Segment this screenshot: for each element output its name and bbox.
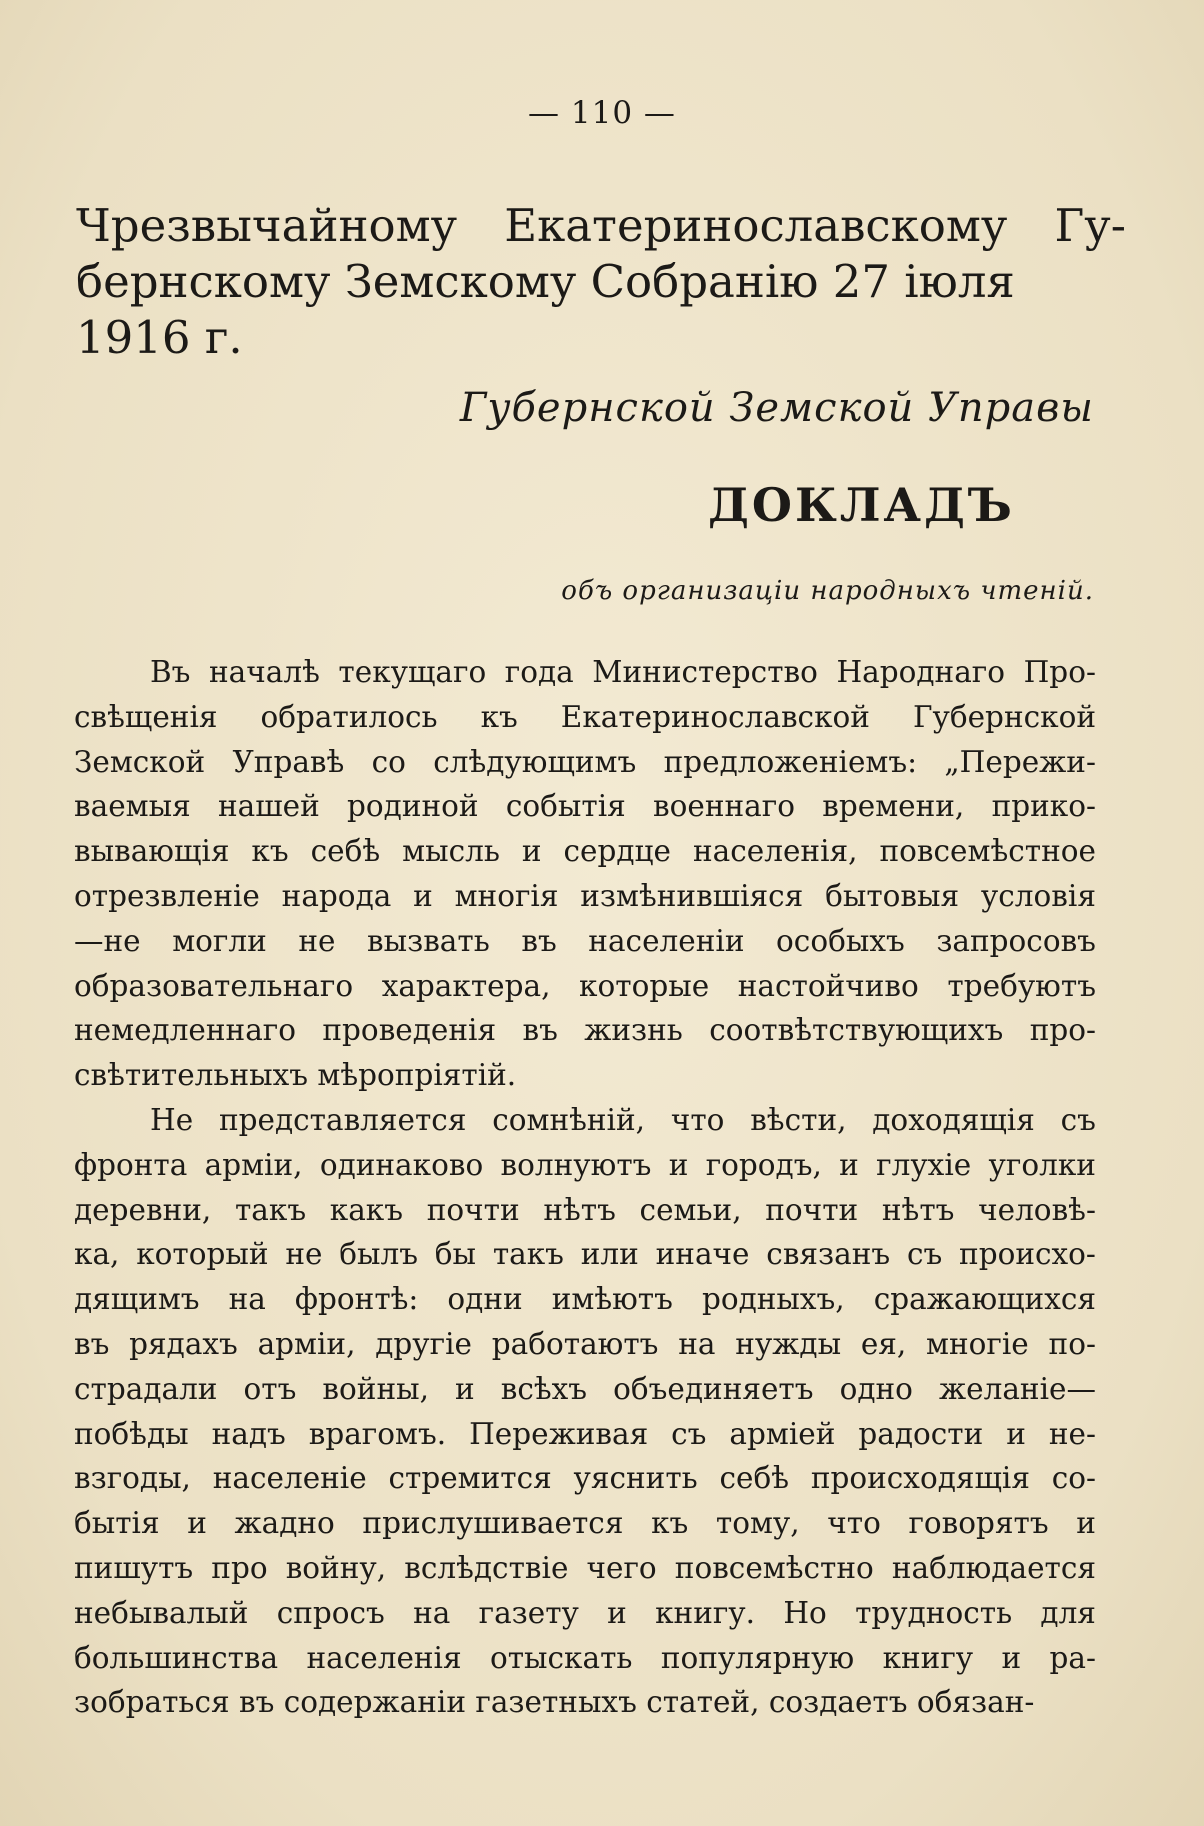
text-line: большинства населенія отыскать популярную книгу и ра- <box>74 1640 1096 1675</box>
text-line: зобраться въ содержаніи газетныхъ статей, создаетъ обязан- <box>74 1685 1035 1720</box>
text-line: въ рядахъ арміи, другіе работаютъ на нужды ея, многіе по- <box>74 1326 1096 1361</box>
text-line: побѣды надъ врагомъ. Переживая съ арміей радости и не- <box>74 1416 1096 1451</box>
text-line: взгоды, населеніе стремится уяснить себѣ происходящія со- <box>74 1461 1096 1496</box>
paragraph <box>74 1098 1096 1725</box>
text-line: Въ началѣ текущаго года Министерство Народнаго Про- <box>150 655 1096 689</box>
body-text <box>74 650 1096 1725</box>
page-number: — 110 — <box>528 95 676 131</box>
text-line: свѣтительныхъ мѣропріятій. <box>74 1058 517 1093</box>
text-line: фронта арміи, одинаково волнуютъ и городъ, и глухіе уголки <box>74 1147 1096 1182</box>
text-line: Земской Управѣ со слѣдующимъ предложеніемъ: „Пережи- <box>74 744 1096 779</box>
text-line: вывающія къ себѣ мысль и сердце населенія, повсемѣстное <box>74 834 1096 869</box>
text-line: немедленнаго проведенія въ жизнь соотвѣтствующихъ про- <box>74 1013 1096 1048</box>
text-line: ка, который не былъ бы такъ или иначе связанъ съ происхо- <box>74 1237 1096 1272</box>
text-line: образовательнаго характера, которые настойчиво требуютъ <box>74 968 1096 1003</box>
text-line: ваемыя нашей родиной событія военнаго времени, прико- <box>74 789 1096 824</box>
text-line: деревни, такъ какъ почти нѣтъ семьи, почти нѣтъ человѣ- <box>74 1192 1096 1227</box>
text-line: Не представляется сомнѣній, что вѣсти, доходящія съ <box>150 1102 1096 1137</box>
title-word: Екатеринославскому <box>504 199 1008 252</box>
text-line: —не могли не вызвать въ населеніи особыхъ запросовъ <box>74 923 1096 958</box>
report-heading: ДОКЛАДЪ <box>708 478 1015 532</box>
title-line-2: бернскому Земскому Собранію 27 іюля 1916 г. <box>76 255 1015 364</box>
title-word: Гу- <box>1054 199 1126 252</box>
text-line: небывалый спросъ на газету и книгу. Но трудность для <box>74 1595 1096 1630</box>
report-subject: объ организаціи народныхъ чтеній. <box>561 576 1094 606</box>
title-word: Чрезвычайному <box>76 199 458 252</box>
document-title <box>76 198 1126 366</box>
text-line: пишутъ про войну, вслѣдствіе чего повсемѣстно наблюдается <box>74 1550 1096 1585</box>
issuer-subtitle: Губернской Земской Управы <box>459 385 1094 431</box>
paragraph <box>74 650 1096 1098</box>
text-line: бытія и жадно прислушивается къ тому, что говорятъ и <box>74 1506 1096 1541</box>
text-line: свѣщенія обратилось къ Екатеринославской Губернской <box>74 699 1096 734</box>
text-line: страдали отъ войны, и всѣхъ объединяетъ одно желаніе— <box>74 1371 1096 1406</box>
text-line: отрезвленіе народа и многія измѣнившіяся бытовыя условія <box>74 878 1096 913</box>
title-line-1 <box>76 198 1126 254</box>
text-line: дящимъ на фронтѣ: одни имѣютъ родныхъ, сражающихся <box>74 1282 1096 1317</box>
